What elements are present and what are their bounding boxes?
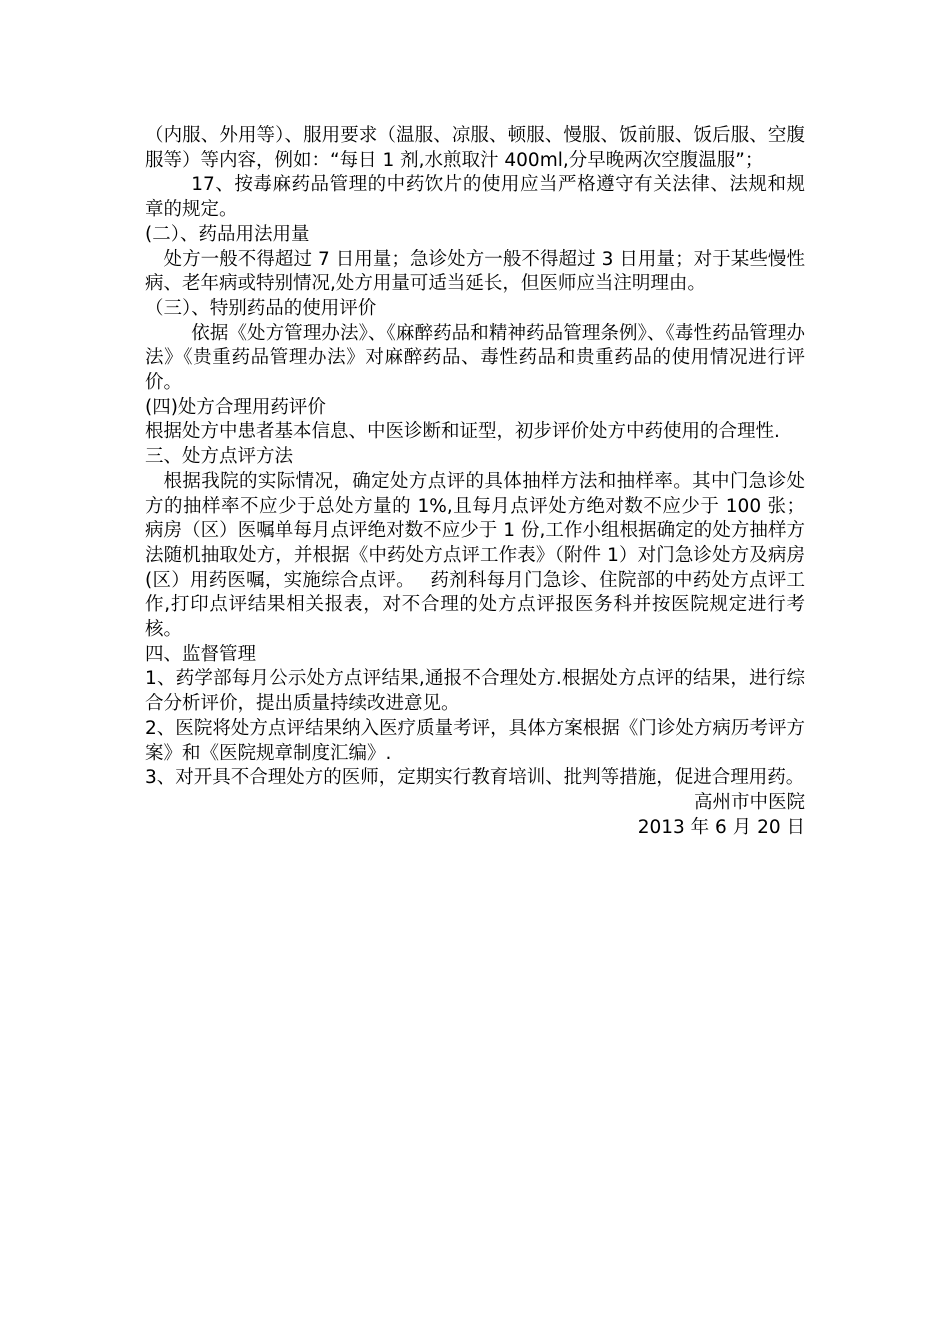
heading-special-drugs: （三）、特别药品的使用评价 xyxy=(145,297,377,319)
paragraph-supervision-2: 2、医院将处方点评结果纳入医疗质量考评，具体方案根据《门诊处方病历考评方案》和《医院规章制度汇编》. xyxy=(145,717,805,764)
signature-date: 2013 年 6 月 20 日 xyxy=(637,816,805,838)
paragraph-dosage: 处方一般不得超过 7 日用量；急诊处方一般不得超过 3 日用量；对于某些慢性病、老年病或特别情况,处方用量可适当延长，但医师应当注明理由。 xyxy=(145,248,805,295)
signature-org: 高州市中医院 xyxy=(693,791,805,813)
heading-supervision: 四、监督管理 xyxy=(145,643,257,665)
heading-review-method: 三、处方点评方法 xyxy=(145,446,294,468)
document-page xyxy=(145,124,805,840)
paragraph-supervision-1: 1、药学部每月公示处方点评结果,通报不合理处方.根据处方点评的结果，进行综合分析评价，提出质量持续改进意见。 xyxy=(145,668,805,715)
paragraph-rational-use: 根据处方中患者基本信息、中医诊断和证型，初步评价处方中药使用的合理性. xyxy=(145,421,780,443)
paragraph-item-17: 17、按毒麻药品管理的中药饮片的使用应当严格遵守有关法律、法规和规章的规定。 xyxy=(145,174,805,221)
heading-rational-use: (四)处方合理用药评价 xyxy=(145,396,326,418)
heading-dosage: (二）、药品用法用量 xyxy=(145,223,310,245)
paragraph-special-drugs: 依据《处方管理办法》、《麻醉药品和精神药品管理条例》、《毒性药品管理办法》《贵重药品管理办法》对麻醉药品、毒性药品和贵重药品的使用情况进行评价。 xyxy=(145,322,805,394)
paragraph-supervision-3: 3、对开具不合理处方的医师，定期实行教育培训、批判等措施，促进合理用药。 xyxy=(145,767,805,789)
paragraph-review-method: 根据我院的实际情况，确定处方点评的具体抽样方法和抽样率。其中门急诊处方的抽样率不应少于总处方量的 1%,且每月点评处方绝对数不应少于 100 张；病房（区）医嘱单每月点评绝对数不应少于 1 份,工作小组根据确定的处方抽样方法随机抽取处方，并根据《中药处方点评工作表》（附件 1）对门急诊处方及病房(区）用药医嘱，实施综合点评。 药剂科每月门急诊、住院部的中药处方点评工作,打印点评结果相关报表，对不合理的处方点评报医务科并按医院规定进行考核。 xyxy=(145,470,805,641)
paragraph-usage-requirements: （内服、外用等）、服用要求（温服、凉服、顿服、慢服、饭前服、饭后服、空腹服等）等内容，例如：“每日 1 剂,水煎取汁 400ml,分早晚两次空腹温服”； xyxy=(145,125,805,171)
